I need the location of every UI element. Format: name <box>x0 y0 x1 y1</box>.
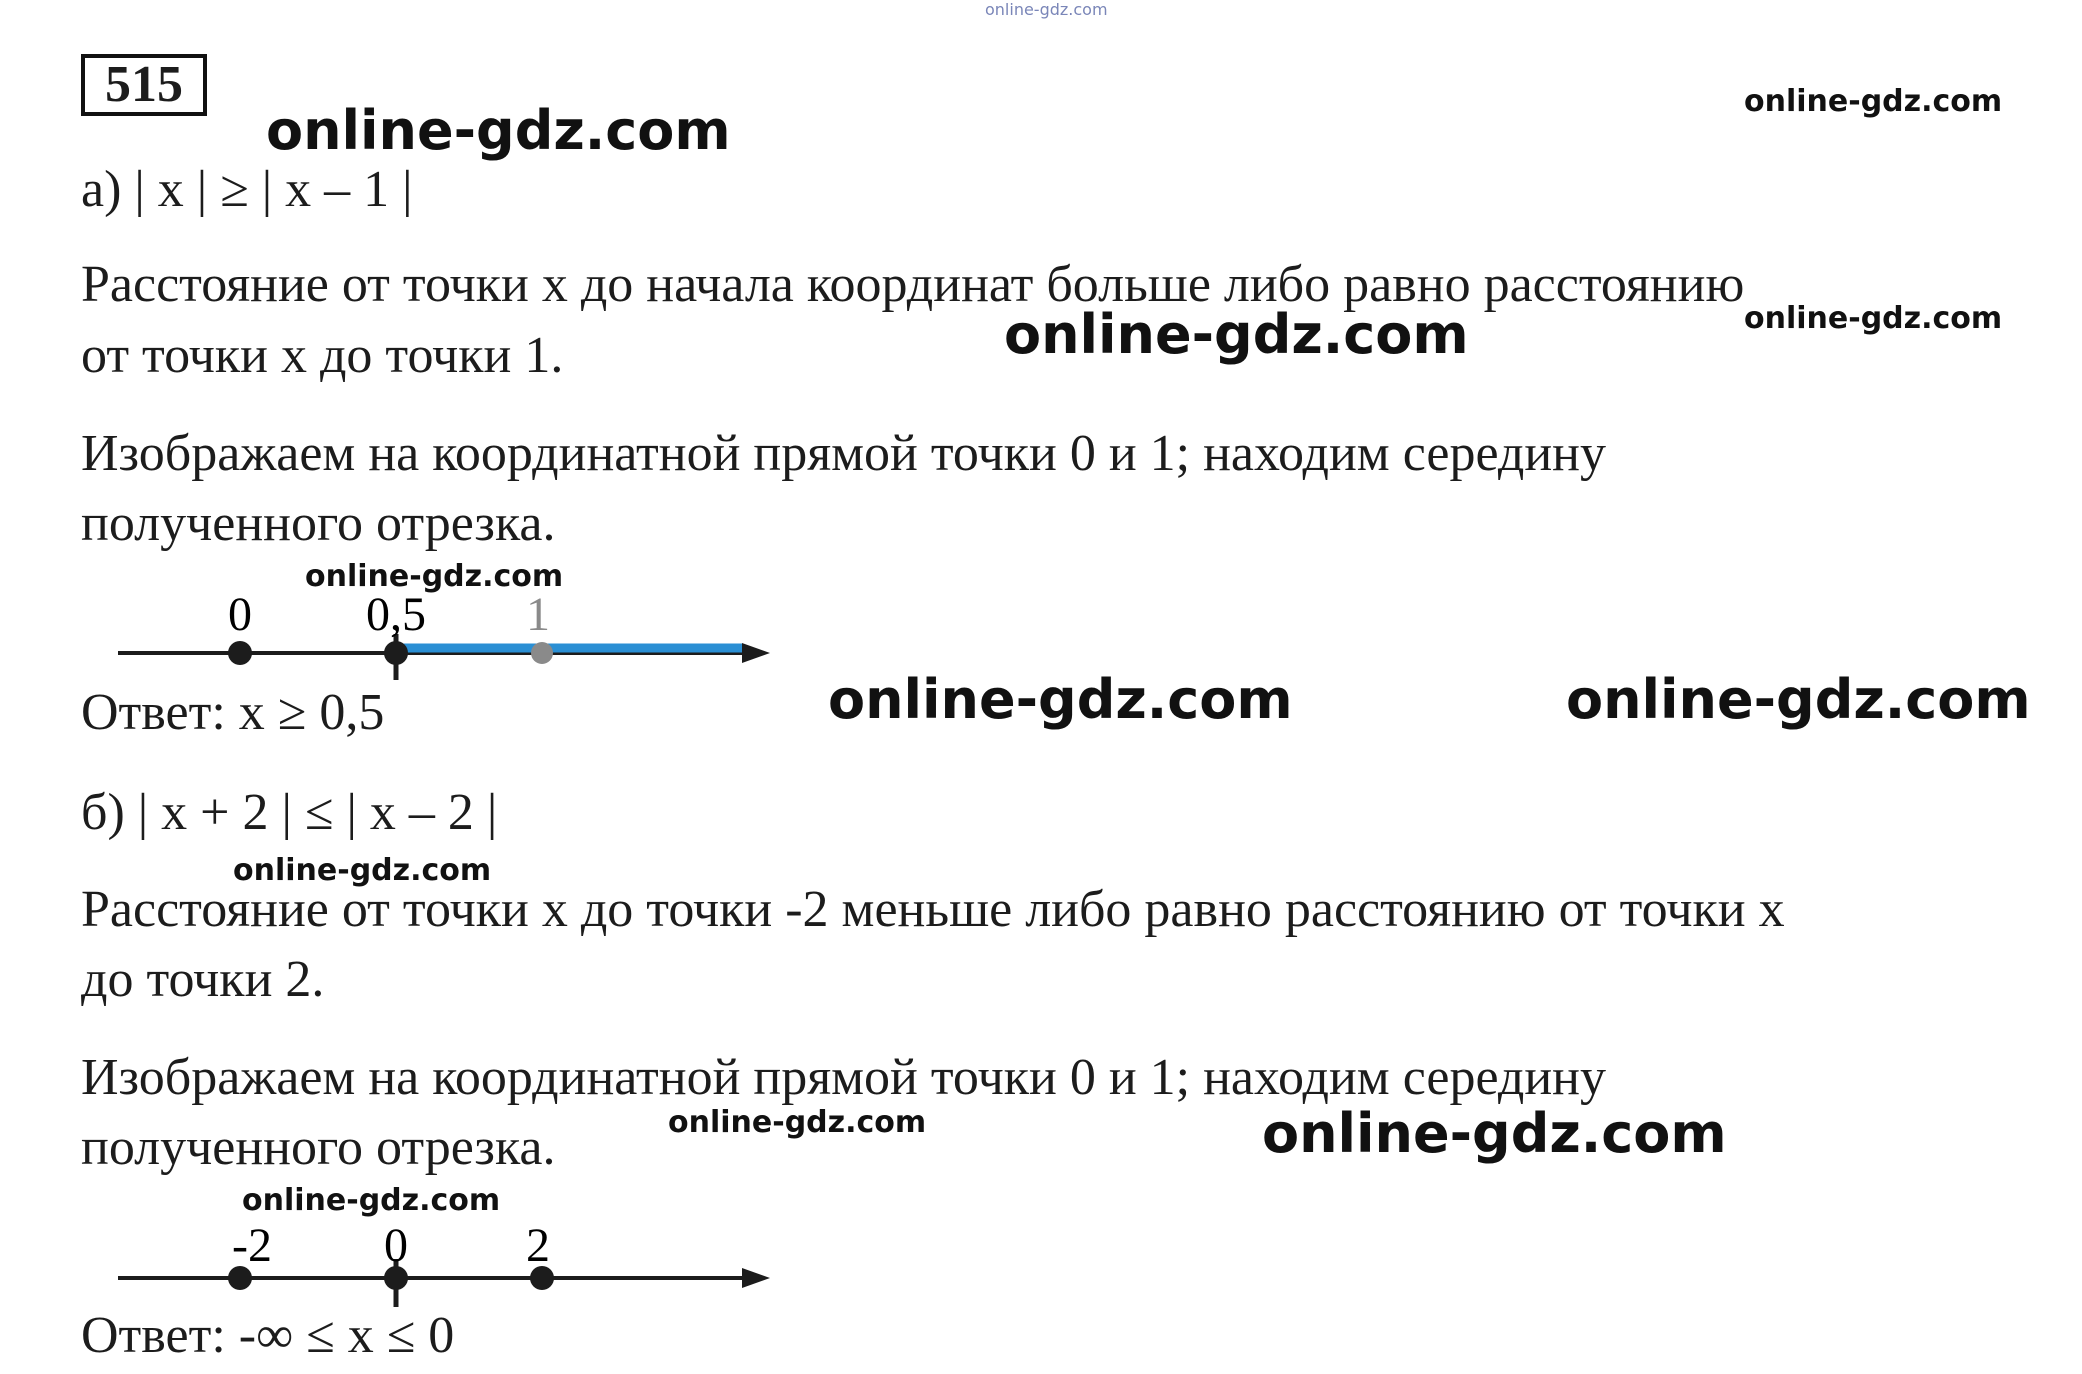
watermark: online-gdz.com <box>305 559 564 594</box>
tick-label: 0 <box>384 1219 408 1272</box>
watermark: online-gdz.com <box>1004 303 1469 366</box>
tick-label: 0,5 <box>366 590 426 641</box>
part-a-inequality: а) | x | ≥ | x – 1 | <box>81 161 413 218</box>
axis-arrow-icon <box>742 643 770 663</box>
watermark: online-gdz.com <box>1744 301 2003 336</box>
watermark: online-gdz.com <box>1262 1102 1727 1165</box>
part-a-explanation-1: Расстояние от точки x до начала координат больше либо равно расстоянию <box>81 256 1745 313</box>
part-b-answer: Ответ: -∞ ≤ x ≤ 0 <box>81 1307 455 1364</box>
part-a-explanation-2: от точки x до точки 1. <box>81 327 564 384</box>
part-b-inequality: б) | x + 2 | ≤ | x – 2 | <box>81 784 498 841</box>
watermark: online-gdz.com <box>242 1183 501 1218</box>
tick-label: 2 <box>526 1219 550 1272</box>
point-1 <box>531 642 553 664</box>
number-line-b <box>110 1215 790 1310</box>
problem-number: 515 <box>81 54 207 116</box>
part-b-method-1: Изображаем на координатной прямой точки 0 и 1; находим середину <box>81 1049 1607 1106</box>
watermark-tiny: online-gdz.com <box>985 0 1108 19</box>
part-a-method-1: Изображаем на координатной прямой точки 0 и 1; находим середину <box>81 425 1607 482</box>
tick-label: 1 <box>526 590 550 641</box>
part-b-method-2: полученного отрезка. <box>81 1119 556 1176</box>
point-0 <box>228 641 252 665</box>
axis-arrow-icon <box>742 1268 770 1288</box>
part-a-method-2: полученного отрезка. <box>81 495 556 552</box>
part-b-explanation-2: до точки 2. <box>81 951 325 1008</box>
watermark: online-gdz.com <box>668 1105 927 1140</box>
watermark: online-gdz.com <box>266 99 731 162</box>
part-b-explanation-1: Расстояние от точки x до точки -2 меньше либо равно расстоянию от точки x <box>81 881 1785 938</box>
part-a-answer: Ответ: x ≥ 0,5 <box>81 684 385 741</box>
tick-label: 0 <box>228 590 252 641</box>
watermark: online-gdz.com <box>828 668 1293 731</box>
watermark: online-gdz.com <box>233 853 492 888</box>
number-line-a <box>110 590 790 680</box>
tick-label: -2 <box>232 1219 272 1272</box>
watermark: online-gdz.com <box>1744 84 2003 119</box>
watermark: online-gdz.com <box>1566 668 2031 731</box>
